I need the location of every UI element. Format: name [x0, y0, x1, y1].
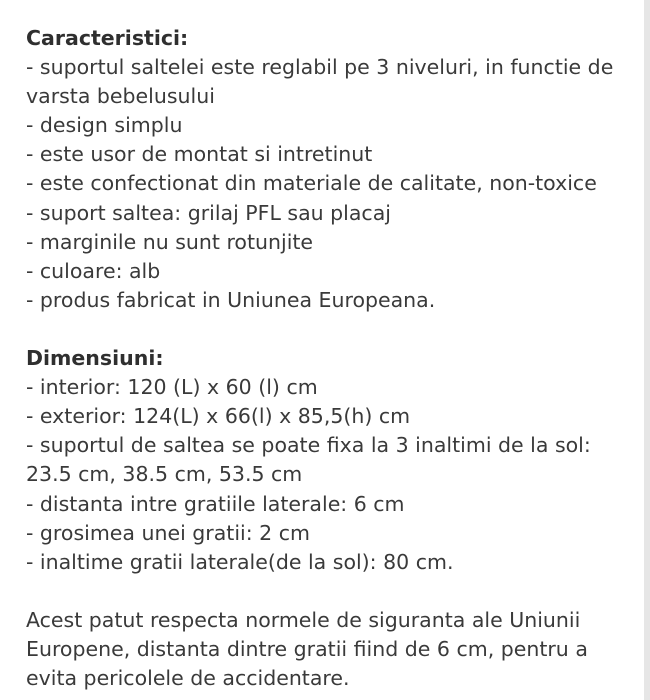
caracteristici-item: - este confectionat din materiale de calitate, non-toxice: [26, 171, 597, 196]
caracteristici-item: - design simplu: [26, 113, 183, 138]
dimensiuni-item: - exterior: 124(L) x 66(l) x 85,5(h) cm: [26, 404, 411, 429]
product-description: [26, 24, 636, 693]
section-spacer: [26, 577, 636, 606]
caracteristici-item: - marginile nu sunt rotunjite: [26, 229, 314, 254]
caracteristici-item: - produs fabricat in Uniunea Europeana.: [26, 287, 436, 312]
caracteristici-item: - este usor de montat si intretinut: [26, 142, 373, 167]
dimensiuni-item: - inaltime gratii laterale(de la sol): 80 cm.: [26, 549, 454, 574]
caracteristici-item: - suport saltea: grilaj PFL sau placaj: [26, 200, 391, 225]
caracteristici-item: - suportul saltelei este reglabil pe 3 niveluri, in functie de varsta bebelusului: [26, 55, 614, 109]
page-edge-divider: [644, 0, 650, 700]
section-spacer: [26, 315, 636, 344]
caracteristici-title: Caracteristici:: [26, 26, 189, 50]
caracteristici-item: - culoare: alb: [26, 258, 161, 283]
dimensiuni-title: Dimensiuni:: [26, 346, 164, 371]
dimensiuni-item: - distanta intre gratiile laterale: 6 cm: [26, 491, 405, 516]
safety-note: Acest patut respecta normele de siguranta ale Uniunii Europene, distanta dintre gratii fiind de 6 cm, pentru a evita pericolele de accidentare.: [26, 607, 588, 691]
dimensiuni-item: - grosimea unei gratii: 2 cm: [26, 520, 310, 545]
dimensiuni-item: - interior: 120 (L) x 60 (l) cm: [26, 375, 318, 400]
dimensiuni-item: - suportul de saltea se poate fixa la 3 inaltimi de la sol: 23.5 cm, 38.5 cm, 53.5 cm: [26, 433, 591, 487]
